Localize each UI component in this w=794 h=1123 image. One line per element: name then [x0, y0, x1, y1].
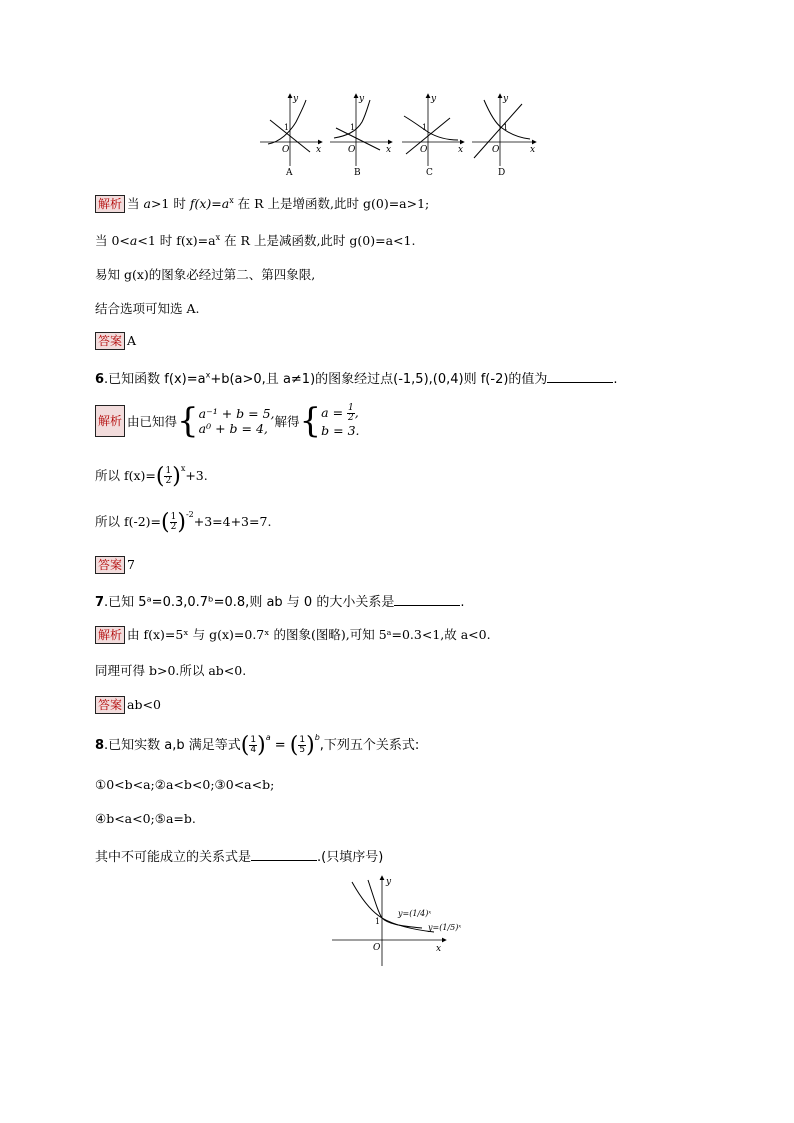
text: +3.	[185, 468, 208, 483]
text: .已知 5ᵃ=0.3,0.7ᵇ=0.8,则 ab 与 0 的大小关系是	[104, 595, 395, 610]
question-number: 8	[95, 738, 105, 753]
equation: a⁰ + b = 4,	[198, 421, 268, 436]
answer-label: 答案	[95, 332, 125, 350]
graph-c	[402, 94, 464, 178]
equation: a⁻¹ + b = 5,	[198, 406, 275, 421]
tick-one: 1	[375, 917, 381, 926]
option-a-label: A	[286, 168, 293, 178]
option-c-label: C	[426, 168, 433, 178]
text: +b(a>0,且 a≠1)的图象经过点(-1,5),(0,4)则 f(-2)的值为	[210, 372, 548, 387]
text: .已知实数 a,b 满足等式	[104, 738, 241, 753]
text: ,	[354, 405, 359, 420]
q5-solution-line4: 结合选项可知选 A.	[95, 301, 200, 316]
text: 当 0<	[95, 233, 130, 248]
x-axis-label: x	[530, 145, 536, 155]
brace: {	[299, 401, 322, 441]
text: a	[129, 233, 138, 248]
answer-value: 7	[127, 557, 135, 572]
y-axis-label: y	[431, 94, 437, 104]
text: x	[205, 370, 211, 380]
q8-options-line1: ①0<b<a;②a<b<0;③0<a<b;	[95, 777, 275, 792]
text: x	[215, 232, 221, 242]
origin-label: O	[282, 145, 290, 155]
text: .已知函数 f(x)=a	[104, 372, 206, 387]
denominator: 5	[299, 745, 306, 755]
y-axis-label: y	[293, 94, 299, 104]
text: 所以 f(x)=	[95, 468, 156, 483]
exponent: a	[265, 733, 271, 742]
text: a	[143, 196, 151, 211]
exponent: -2	[185, 510, 194, 519]
tick-one: 1	[503, 123, 509, 132]
x-axis-label: x	[458, 145, 464, 155]
numerator: 1	[170, 512, 177, 522]
origin-label: O	[348, 145, 356, 155]
text: 在 R 上是增函数,此时 g(0)=a>1;	[233, 196, 430, 211]
text: <1 时 f(x)=a	[137, 233, 216, 248]
q7-answer	[95, 696, 161, 714]
curve-label-fifth: y=(1/5)ˣ	[428, 923, 462, 932]
text: 由 f(x)=5ˣ 与 g(x)=0.7ˣ 的图象(图略),可知 5ᵃ=0.3<1,故 a<0.	[127, 627, 491, 642]
options-figure	[258, 92, 540, 180]
text: .	[613, 372, 618, 387]
text: 当	[127, 196, 144, 211]
text: .	[460, 595, 465, 610]
text: f(x)=a	[189, 196, 230, 211]
denominator: 2	[165, 476, 172, 486]
tick-one: 1	[284, 123, 290, 132]
q8-stem: 8.已知实数 a,b 满足等式( $\frac{1}{4}$ )$^a$ = ( $\frac{1}{5}$ )$^b$,下列五个关系式:	[95, 733, 420, 758]
text: 所以 f(-2)=	[95, 514, 162, 529]
q6-solution-line3: 所以 f(-2)=( $\frac{1}{2}$ )$^{-2}$+3=4+3=7.	[95, 510, 272, 535]
answer-blank[interactable]	[547, 370, 613, 383]
system-2	[321, 404, 359, 438]
jiexi-label: 解析	[95, 626, 125, 644]
q5-solution-line2	[95, 231, 415, 249]
denominator: 2	[348, 413, 354, 423]
tick-one: 1	[350, 123, 356, 132]
y-axis-label: y	[503, 94, 509, 104]
x-axis-label: x	[436, 944, 442, 954]
brace: {	[177, 401, 199, 441]
question-number: 6	[95, 372, 105, 387]
graph-a	[260, 94, 322, 178]
answer-blank[interactable]	[394, 593, 460, 606]
option-b-label: B	[354, 168, 361, 178]
text: x	[229, 195, 234, 205]
exponent: x	[180, 464, 186, 473]
jiexi-label: 解析	[95, 405, 125, 437]
q8-options-line2: ④b<a<0;⑤a=b.	[95, 811, 196, 826]
q8-graph	[330, 874, 470, 968]
text: 在 R 上是减函数,此时 g(0)=a<1.	[220, 233, 416, 248]
answer-label: 答案	[95, 696, 125, 714]
text: 其中不可能成立的关系式是	[95, 850, 252, 865]
text: >1 时	[150, 196, 190, 211]
graph-b	[330, 94, 392, 178]
question-number: 7	[95, 595, 105, 610]
tick-one: 1	[422, 123, 428, 132]
y-axis-label: y	[386, 877, 392, 887]
answer-blank[interactable]	[251, 848, 317, 861]
exponent: b	[314, 733, 320, 742]
option-d-label: D	[498, 168, 506, 178]
q5-solution-line1	[95, 194, 429, 213]
q7-solution-line2: 同理可得 b>0.所以 ab<0.	[95, 663, 247, 678]
numerator: 1	[299, 735, 306, 745]
answer-value: ab<0	[127, 697, 161, 712]
text: 由已知得	[127, 414, 178, 429]
text: .(只填序号)	[317, 850, 384, 865]
q7-solution-line1	[95, 625, 491, 644]
denominator: 2	[170, 522, 177, 532]
numerator: 1	[348, 403, 354, 413]
text: ,下列五个关系式:	[319, 738, 420, 753]
q6-stem	[95, 368, 618, 387]
origin-label: O	[373, 943, 381, 953]
q5-solution-line3: 易知 g(x)的图象必经过第二、第四象限,	[95, 267, 316, 282]
text: 解得	[274, 414, 300, 429]
equation: b = 3.	[321, 423, 360, 438]
q7-stem	[95, 591, 464, 610]
x-axis-label: x	[316, 145, 322, 155]
q8-question	[95, 846, 383, 865]
y-axis-label: y	[359, 94, 365, 104]
answer-label: 答案	[95, 556, 125, 574]
origin-label: O	[420, 145, 428, 155]
answer-value: A	[127, 333, 137, 348]
curve-label-quarter: y=(1/4)ˣ	[398, 909, 432, 918]
jiexi-label: 解析	[95, 195, 125, 213]
system-1	[199, 406, 275, 436]
q6-answer	[95, 556, 135, 574]
graph-d	[472, 94, 536, 178]
q5-answer	[95, 332, 136, 350]
origin-label: O	[492, 145, 500, 155]
numerator: 1	[250, 735, 257, 745]
x-axis-label: x	[386, 145, 392, 155]
q6-solution-system	[95, 401, 360, 441]
denominator: 4	[250, 745, 257, 755]
q6-solution-line2: 所以 f(x)=( $\frac{1}{2}$ )$^x$+3.	[95, 464, 208, 489]
text: +3=4+3=7.	[193, 514, 272, 529]
text: a =	[321, 405, 348, 420]
text: =	[270, 738, 290, 753]
numerator: 1	[165, 466, 172, 476]
